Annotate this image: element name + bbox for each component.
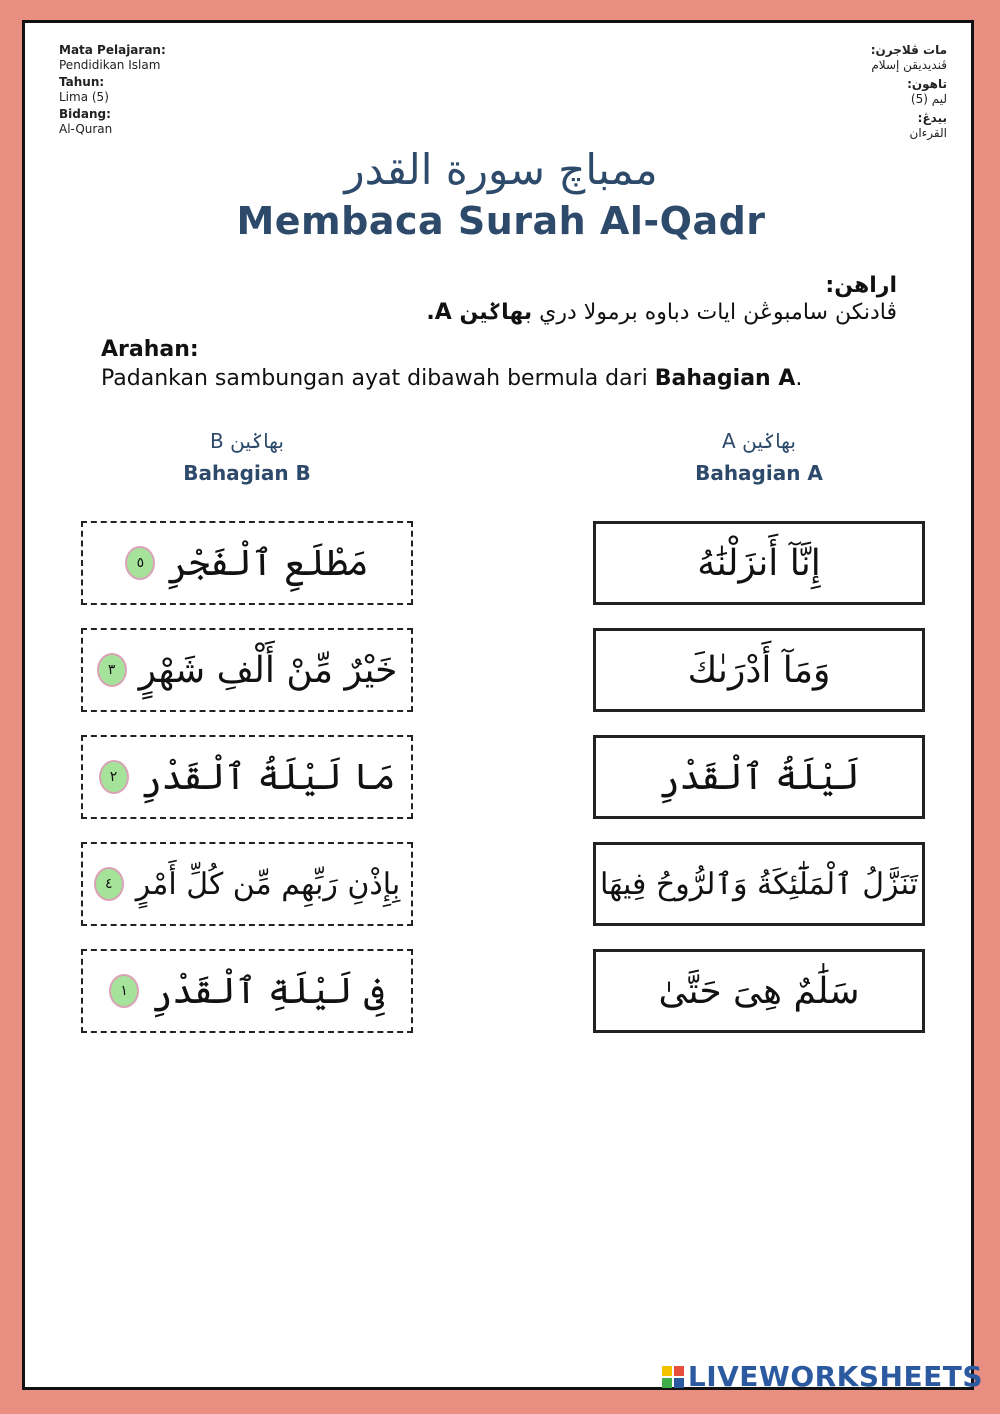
field-label-jawi: بيدڠ: <box>917 111 947 125</box>
instruction-jawi-prefix: ڤادنكن سامبوڠن ايات دباوه برمولا دري <box>532 300 897 325</box>
year-label: Tahun: <box>59 75 105 89</box>
subject-label: Mata Pelajaran: <box>59 43 166 57</box>
instruction-rumi <box>101 337 802 391</box>
ayah-number-icon: ٤ <box>94 867 124 901</box>
instruction-jawi-bold: بهاݢين A <box>434 300 533 325</box>
liveworksheets-logo-icon <box>662 1366 684 1388</box>
match-target-a-5[interactable] <box>593 949 925 1033</box>
card-a-text: لَيْلَةُ ٱلْقَدْرِ <box>658 756 860 798</box>
draggable-card-b-2[interactable] <box>81 628 413 712</box>
subject-value: Pendidikan Islam <box>59 58 161 72</box>
draggable-card-b-1[interactable] <box>81 521 413 605</box>
liveworksheets-brand: LIVEWORKSHEETS <box>687 1360 983 1393</box>
instruction-suffix: . <box>795 366 803 391</box>
subject-value-jawi: ڤنديديقن إسلام <box>871 58 947 72</box>
ayah-number-icon: ١ <box>109 974 139 1008</box>
match-target-a-2[interactable] <box>593 628 925 712</box>
field-value: Al-Quran <box>59 122 113 136</box>
field-label: Bidang: <box>59 107 111 121</box>
card-b-text: فِى لَيْلَةِ ٱلْقَدْرِ <box>151 970 385 1012</box>
instruction-jawi-suffix: . <box>426 300 435 325</box>
column-a-heading-rumi: Bahagian A <box>695 461 823 485</box>
page-title-jawi: ممباچ سورة القدر <box>344 145 658 194</box>
ayah-number-icon: ٢ <box>99 760 129 794</box>
subject-label-jawi: مات ڤلاجرن: <box>870 43 947 57</box>
instruction-text <box>101 366 802 391</box>
column-a-heading <box>659 429 859 485</box>
draggable-card-b-5[interactable] <box>81 949 413 1033</box>
match-target-a-1[interactable] <box>593 521 925 605</box>
match-target-a-4[interactable] <box>593 842 925 926</box>
field-value-jawi: القرءان <box>909 126 947 140</box>
card-b-text: خَيْرٌ مِّنْ أَلْفِ شَهْرٍ <box>138 649 398 691</box>
ayah-number-icon: ٥ <box>125 546 155 580</box>
worksheet-page <box>22 20 983 1393</box>
ayah-number-icon: ٣ <box>97 653 127 687</box>
card-b-text: بِإِذْنِ رَبِّهِم مِّن كُلِّ أَمْرٍ <box>135 866 401 902</box>
year-value-jawi: ليم (5) <box>910 92 947 106</box>
draggable-card-b-4[interactable] <box>81 842 413 926</box>
year-label-jawi: تاهون: <box>907 77 947 91</box>
card-b-text: مَطْلَعِ ٱلْفَجْرِ <box>167 542 369 584</box>
column-a-heading-jawi: بهاݢين A <box>722 429 796 453</box>
column-b-heading-rumi: Bahagian B <box>183 461 311 485</box>
card-a-text: وَمَآ أَدْرَىٰكَ <box>687 649 831 691</box>
header-meta-rumi <box>59 43 166 139</box>
year-value: Lima (5) <box>59 90 109 104</box>
page-title: Membaca Surah Al-Qadr <box>236 199 766 243</box>
instruction-jawi-text <box>426 300 897 325</box>
instruction-jawi <box>426 273 897 325</box>
card-a-text: سَلَٰمٌ هِىَ حَتَّىٰ <box>658 970 860 1012</box>
instruction-label: Arahan: <box>101 337 199 362</box>
column-b-heading-jawi: بهاݢين B <box>210 429 284 453</box>
instruction-bold: Bahagian A <box>654 366 796 391</box>
header-meta-jawi <box>871 43 947 145</box>
card-a-text: تَنَزَّلُ ٱلْمَلَٰٓئِكَةُ وَٱلرُّوحُ فِيهَا <box>599 866 919 902</box>
instruction-jawi-label: اراهن: <box>825 273 897 298</box>
card-b-text: مَا لَيْلَةُ ٱلْقَدْرِ <box>140 756 396 798</box>
card-a-text: إِنَّآ أَنزَلْنَٰهُ <box>697 542 821 584</box>
liveworksheets-logo <box>662 1360 983 1393</box>
instruction-prefix: Padankan sambungan ayat dibawah bermula dari <box>101 366 655 391</box>
column-b-heading <box>147 429 347 485</box>
match-target-a-3[interactable] <box>593 735 925 819</box>
draggable-card-b-3[interactable] <box>81 735 413 819</box>
